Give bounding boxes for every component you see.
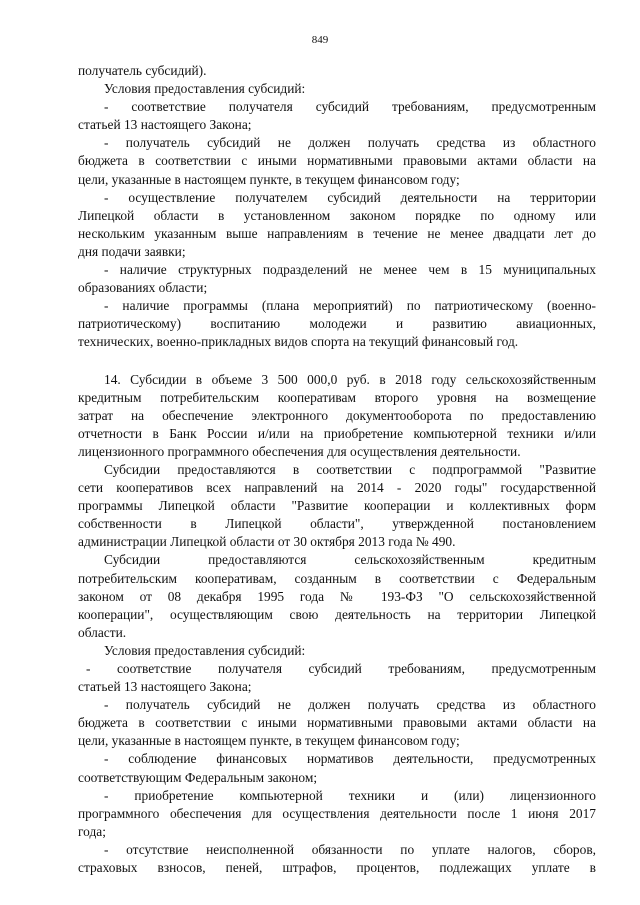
text-line: собственности в Липецкой области", утвержденной постановлением xyxy=(78,516,596,532)
text-line: - соответствие получателя субсидий требованиям, предусмотренным xyxy=(86,661,596,676)
text-line: статьей 13 настоящего Закона; xyxy=(78,117,252,133)
text-line: отчетности в Банк России и/или на приобретение компьютерной техники и/или xyxy=(78,425,596,441)
text-line: патриотическому) воспитанию молодежи и развитию авиационных, xyxy=(78,316,596,332)
text-line: - приобретение компьютерной техники и (или) лицензионного xyxy=(104,787,596,803)
text-line: Липецкой области в установленном законом порядке по одному или xyxy=(78,207,596,223)
text-line: - наличие структурных подразделений не менее чем в 15 муниципальных xyxy=(104,262,596,278)
text-line: дня подачи заявки; xyxy=(78,243,186,259)
text-line: Субсидии предоставляются в соответствии с подпрограммой "Развитие xyxy=(104,461,596,477)
text-line: - получатель субсидий не должен получать средства из областного xyxy=(104,135,596,151)
text-line: Субсидии предоставляются сельскохозяйственным кредитным xyxy=(104,552,596,568)
text-line: нескольким указанным выше направлениям в течение не менее двадцати лет до xyxy=(78,225,596,241)
text-line: программного обеспечения для осуществления деятельности после 1 июня 2017 xyxy=(78,805,596,821)
text-line: статьей 13 настоящего Закона; xyxy=(78,679,252,695)
text-line: получатель субсидий). xyxy=(78,63,207,78)
text-line: года; xyxy=(78,823,106,839)
text-line: затрат на обеспечение электронного документооборота по предоставлению xyxy=(78,407,596,423)
text-line: сети кооперативов всех направлений на 2014 - 2020 годы" государственной xyxy=(78,480,596,496)
text-line: лицензионного программного обеспечения для осуществления деятельности. xyxy=(78,443,521,459)
document-body xyxy=(78,62,596,877)
text-line: соответствующим Федеральным законом; xyxy=(78,769,318,785)
text-line: кредитным потребительским кооперативам второго уровня на возмещение xyxy=(78,389,596,405)
text-line: программы Липецкой области "Развитие кооперации и коллективных форм xyxy=(78,498,596,514)
text-line: - соблюдение финансовых нормативов деятельности, предусмотренных xyxy=(104,751,596,767)
text-line: Условия предоставления субсидий: xyxy=(104,81,306,97)
text-line: законом от 08 декабря 1995 года № 193-ФЗ "О сельскохозяйственной xyxy=(78,588,596,604)
text-line: - осуществление получателем субсидий деятельности на территории xyxy=(104,189,596,205)
text-line: 14. Субсидии в объеме 3 500 000,0 руб. в 2018 году сельскохозяйственным xyxy=(104,371,596,387)
text-line: - отсутствие неисполненной обязанности по уплате налогов, сборов, xyxy=(104,841,596,857)
text-line: области. xyxy=(78,624,127,640)
text-line: цели, указанные в настоящем пункте, в текущем финансовом году; xyxy=(78,733,460,749)
text-line: - получатель субсидий не должен получать средства из областного xyxy=(104,697,596,713)
text-line: - наличие программы (плана мероприятий) по патриотическому (военно- xyxy=(104,298,596,314)
text-line: Условия предоставления субсидий: xyxy=(104,642,306,658)
text-line: образованиях области; xyxy=(78,280,208,296)
text-line: администрации Липецкой области от 30 октября 2013 года № 490. xyxy=(78,534,456,550)
text-line: бюджета в соответствии с иными нормативными правовыми актами области на xyxy=(78,715,596,731)
paragraph-gap xyxy=(78,352,596,371)
page-number: 849 xyxy=(311,34,329,46)
text-line: потребительским кооперативам, созданным в соответствии с Федеральным xyxy=(78,570,596,586)
text-line: страховых взносов, пеней, штрафов, процентов, подлежащих уплате в xyxy=(78,860,596,876)
text-line: - соответствие получателя субсидий требованиям, предусмотренным xyxy=(104,99,596,115)
text-line: технических, военно-прикладных видов спорта на текущий финансовый год. xyxy=(78,334,519,350)
text-line: кооперации", осуществляющим свою деятельность на территории Липецкой xyxy=(78,606,596,622)
text-line: бюджета в соответствии с иными нормативными правовыми актами области на xyxy=(78,153,596,169)
text-line: цели, указанные в настоящем пункте, в текущем финансовом году; xyxy=(78,171,460,187)
